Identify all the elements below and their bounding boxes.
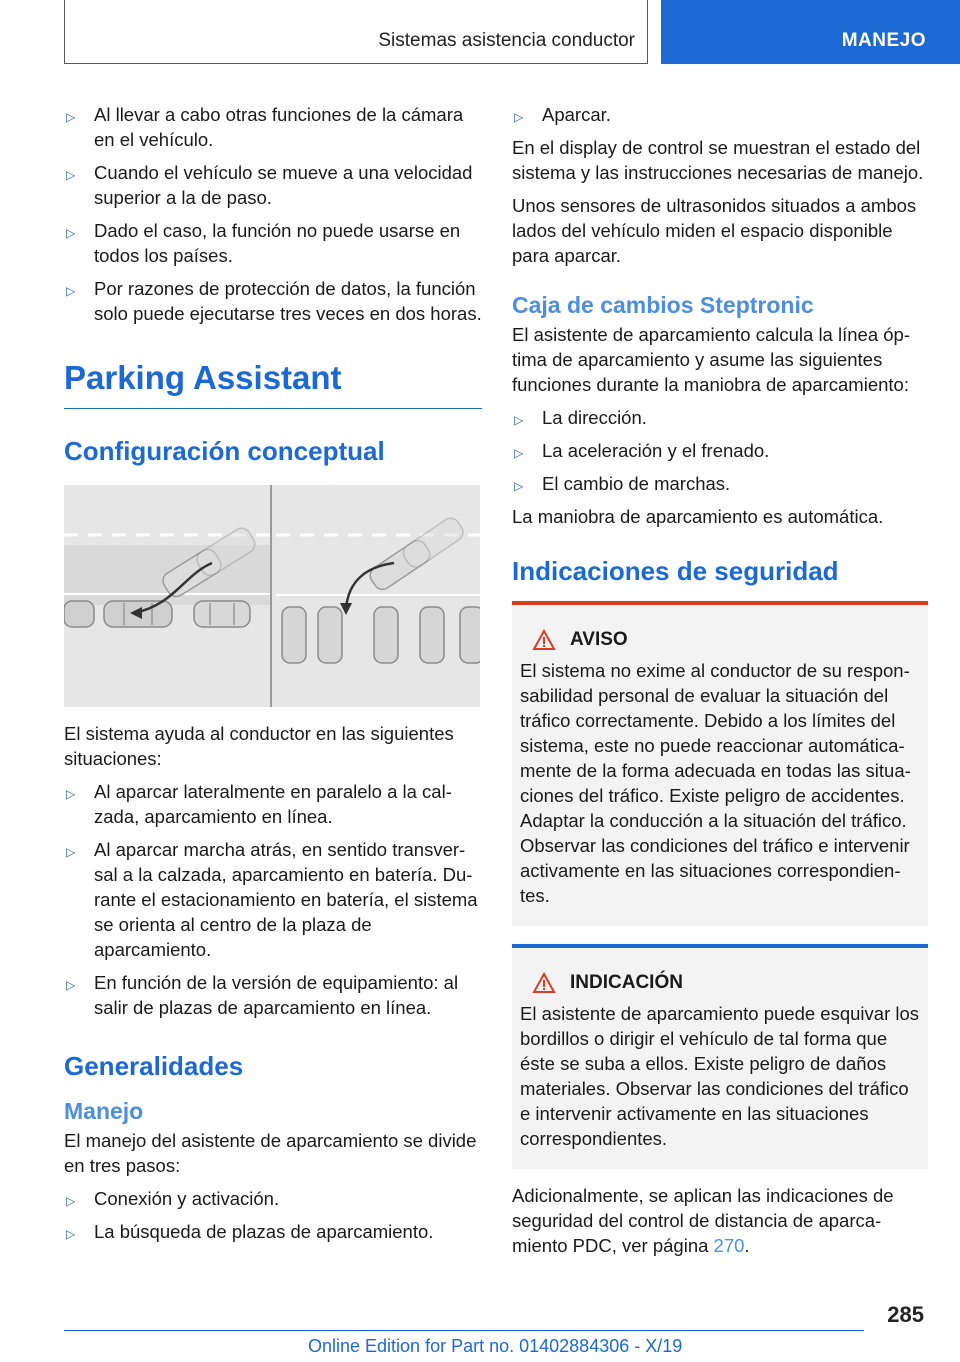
bullet-triangle-icon: ▷ <box>514 413 524 427</box>
bullet-list-top <box>64 102 482 326</box>
list-item: ▷ La dirección. <box>512 405 928 430</box>
bullet-triangle-icon: ▷ <box>514 479 524 493</box>
list-item: ▷ Cuando el vehículo se mueve a una velocidad superior a la de paso. <box>66 162 473 208</box>
bullet-triangle-icon: ▷ <box>514 110 524 124</box>
section-heading-safety: Indicaciones de seguridad <box>512 556 839 586</box>
list-item: ▷ Al aparcar lateralmente en paralelo a la calzada, aparcamiento en línea. <box>66 781 452 827</box>
note-text: El asistente de aparcamiento puede esquivar los bordillos o dirigir el vehículo de tal forma que éste se suba a ellos. Existe peligro de daños materiales. Observar las condiciones del tráfico e intervenir activamente en las situaciones correspondientes. <box>520 1003 920 1149</box>
warning-text: El sistema no exime al conductor de su responsabilidad personal de evaluar la situación del tráfico correctamente. Debido a los límites del sistema, este no puede reaccionar automáticamente de la forma adecuada en todas las situaciones del tráfico. Existe peligro de accidentes. Adaptar la conducción a la situación del tráfico. Observar las condiciones del tráfico e intervenir activamente en las situaciones correspondientes. <box>520 660 911 906</box>
bullet-list-functions <box>512 405 928 496</box>
list-item: ▷ Por razones de protección de datos, la función solo puede ejecutarse tres veces en dos horas. <box>66 278 482 324</box>
note-title: INDICACIÓN <box>570 972 683 993</box>
bullet-triangle-icon: ▷ <box>66 226 76 240</box>
page-title: Parking Assistant <box>64 358 482 409</box>
page-number: 285 <box>887 1302 924 1327</box>
list-item: ▷ Aparcar. <box>512 102 928 127</box>
list-item: ▷ Al llevar a cabo otras funciones de la cámara en el vehículo. <box>66 104 464 150</box>
steptronic-text: El asistente de aparcamiento calcula la línea óptima de aparcamiento y asume las siguientes funciones durante la maniobra de aparcamiento: <box>512 324 910 395</box>
bullet-list-right-top <box>512 102 928 127</box>
bullet-triangle-icon: ▷ <box>66 1227 76 1241</box>
list-item: ▷ La aceleración y el frenado. <box>512 438 928 463</box>
list-item: ▷ Dado el caso, la función no puede usarse en todos los países. <box>66 220 461 266</box>
bullet-list-situations <box>64 779 482 1020</box>
subheading-manejo: Manejo <box>64 1098 144 1124</box>
automatic-text: La maniobra de aparcamiento es automática. <box>512 506 884 527</box>
header-section-title: Sistemas asistencia conductor <box>378 30 635 51</box>
section-heading-general: Generalidades <box>64 1051 244 1081</box>
list-item: ▷ En función de la versión de equipamiento: al salir de plazas de aparcamiento en línea. <box>66 972 459 1018</box>
warning-title: AVISO <box>570 629 628 650</box>
bullet-triangle-icon: ▷ <box>514 446 524 460</box>
note-box <box>512 944 928 1169</box>
bullet-triangle-icon: ▷ <box>66 1194 76 1208</box>
intro-text: El sistema ayuda al conductor en las siguientes situaciones: <box>64 723 454 769</box>
warning-box <box>512 601 928 926</box>
footer-divider <box>64 1330 864 1331</box>
section-heading-concept: Configuración conceptual <box>64 436 385 466</box>
header-chapter-label: MANEJO <box>841 30 926 51</box>
header-chapter-tab[interactable] <box>661 0 960 64</box>
bullet-triangle-icon: ▷ <box>66 168 76 182</box>
warning-triangle-icon <box>532 629 556 651</box>
sensor-text: Unos sensores de ultrasonidos situados a ambos lados del vehículo miden el espacio disponible para aparcar. <box>512 195 917 266</box>
left-column <box>64 102 482 1252</box>
list-item: ▷ El cambio de marchas. <box>512 471 928 496</box>
final-text: Adicionalmente, se aplican las indicaciones de seguridad del control de distancia de aparcamiento PDC, ver página 270. <box>512 1185 894 1256</box>
subheading-steptronic: Caja de cambios Steptronic <box>512 292 814 318</box>
bullet-triangle-icon: ▷ <box>66 845 76 859</box>
display-text: En el display de control se muestran el estado del sistema y las instrucciones necesarias de manejo. <box>512 137 924 183</box>
footer-edition: Online Edition for Part no. 01402884306 - X/19 <box>308 1336 683 1356</box>
bullet-triangle-icon: ▷ <box>66 787 76 801</box>
bullet-triangle-icon: ▷ <box>66 978 76 992</box>
manejo-text: El manejo del asistente de aparcamiento se divide en tres pasos: <box>64 1130 477 1176</box>
header-section-box <box>64 0 648 64</box>
list-item: ▷ Conexión y activación. <box>64 1186 482 1211</box>
bullet-list-steps <box>64 1186 482 1244</box>
page-link[interactable]: 270 <box>713 1235 745 1256</box>
list-item: ▷ Al aparcar marcha atrás, en sentido transversal a la calzada, aparcamiento en batería. Durante el estacionamiento en batería, el sistema se orienta al centro de la plaza de aparcamiento. <box>66 839 478 960</box>
bullet-triangle-icon: ▷ <box>66 110 76 124</box>
parking-diagram <box>64 485 480 707</box>
list-item: ▷ La búsqueda de plazas de aparcamiento. <box>64 1219 482 1244</box>
right-column <box>512 102 928 1266</box>
bullet-triangle-icon: ▷ <box>66 284 76 298</box>
caution-triangle-icon <box>532 972 556 994</box>
